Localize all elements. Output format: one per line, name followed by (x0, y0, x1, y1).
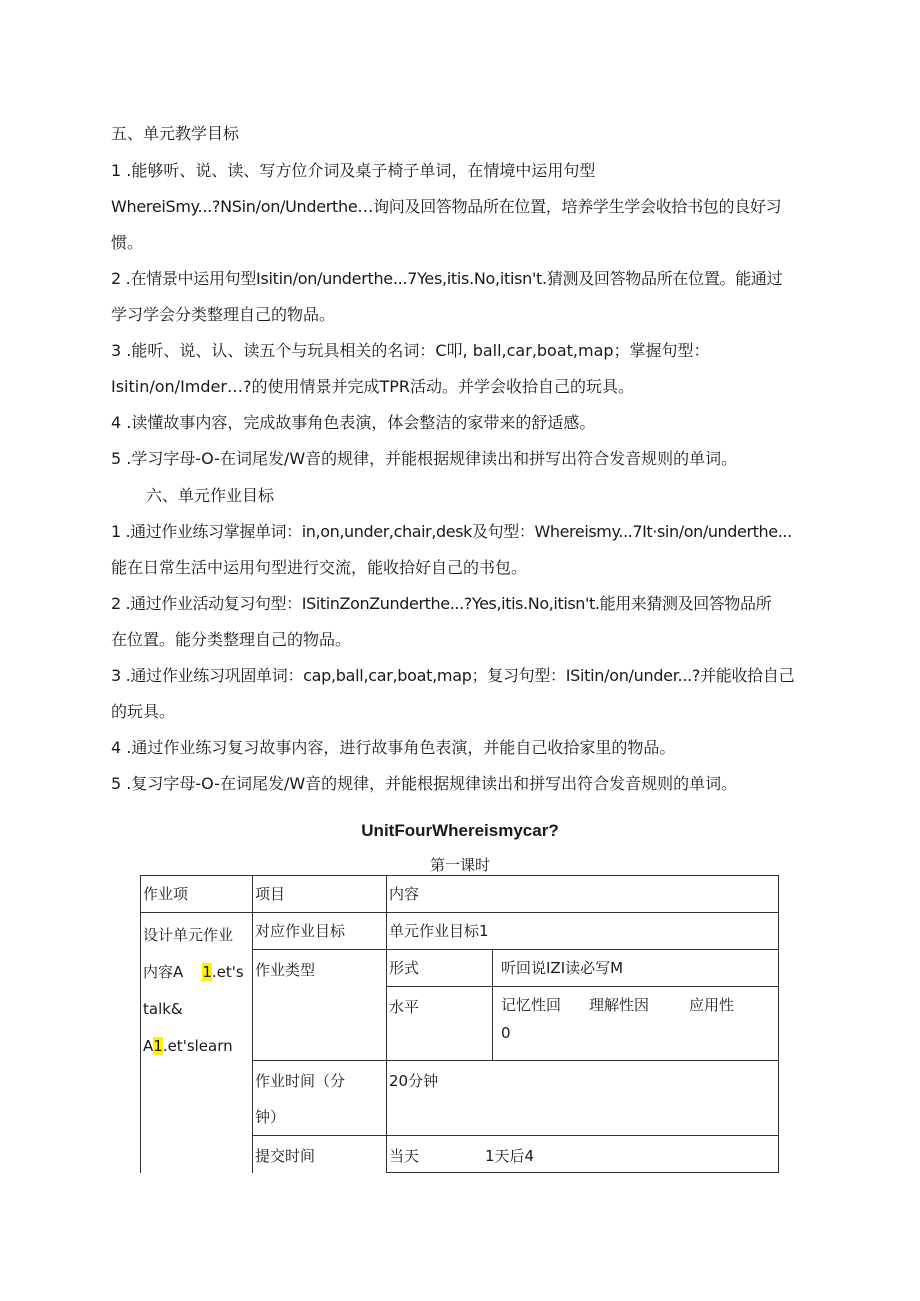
design-line2: 内容A 1.et's (143, 963, 244, 981)
section6-heading: 六、单元作业目标 (146, 486, 275, 505)
target-value: 单元作业目标1 (387, 913, 779, 950)
section6-item2-line2: 在位置。能分类整理自己的物品。 (111, 630, 352, 649)
table-header-row (141, 876, 779, 913)
submit-label: 提交时间 (253, 1136, 387, 1173)
section5-item5: 5 .学习字母-O-在词尾发/W音的规律，并能根据规律读出和拼写出符合发音规则的单词。 (111, 449, 738, 468)
type-label: 作业类型 (253, 950, 387, 1061)
level-memory: 记忆性回 (501, 996, 562, 1014)
time-label: 作业时间（分 钟） (253, 1061, 387, 1136)
section5-item3-line1: 3 .能听、说、认、读五个与玩具相关的名词：C叩, ball,car,boat,map；掌握句型： (111, 341, 710, 360)
section6-item3-line2: 的玩具。 (111, 702, 176, 721)
section6-item3-line1: 3 .通过作业练习巩固单词：cap,ball,car,boat,map；复习句型：ISitin/on/under...?并能收拾自己 (111, 666, 795, 685)
target-label: 对应作业目标 (253, 913, 387, 950)
section5-item4: 4 .读懂故事内容，完成故事角色表演，体会整洁的家带来的舒适感。 (111, 413, 596, 432)
section5-item2-line2: 学习学会分类整理自己的物品。 (111, 305, 336, 324)
unit-title: UnitFourWhereismycar? (361, 821, 559, 840)
level-extra: 0 (501, 1024, 511, 1042)
section5-item3-line2: Isitin/on/Imder…?的使用情景并完成TPR活动。并学会收拾自己的玩具。 (111, 377, 634, 396)
section6-item1-line1: 1 .通过作业练习掌握单词：in,on,under,chair,desk及句型：Whereismy...7It·sin/on/underthe... (111, 522, 792, 541)
section6-item4: 4 .通过作业练习复习故事内容，进行故事角色表演，并能自己收拾家里的物品。 (111, 738, 676, 757)
design-line3: talk& (143, 1000, 183, 1018)
section6-item1-line2: 能在日常生活中运用句型进行交流，能收拾好自己的书包。 (111, 558, 528, 577)
submit-values (387, 1136, 779, 1173)
header-project: 项目 (253, 876, 387, 913)
design-content-cell (141, 913, 253, 1173)
design-line1: 设计单元作业 (143, 926, 234, 944)
form-label: 形式 (387, 950, 493, 987)
time-value: 20分钟 (387, 1061, 779, 1136)
submit-same-day: 当天 (389, 1147, 420, 1165)
section6-item5: 5 .复习字母-O-在词尾发/W音的规律，并能根据规律读出和拼写出符合发音规则的单词。 (111, 774, 738, 793)
lesson-label: 第一课时 (429, 856, 490, 874)
section5-item1-line3: 惯。 (111, 233, 144, 252)
submit-one-day-later: 1天后4 (485, 1147, 535, 1165)
level-understanding: 理解性因 (589, 996, 650, 1014)
table-row-target (141, 913, 779, 950)
section5-heading: 五、单元教学目标 (111, 124, 240, 143)
section5-item1-line1: 1 .能够听、说、读、写方位介词及桌子椅子单词，在情境中运用句型 (111, 161, 596, 180)
section5-item2-line1: 2 .在情景中运用句型Isitin/on/underthe...7Yes,itis.No,itisn't.猜测及回答物品所在位置。能通过 (111, 269, 783, 288)
section5-item1-line2: WhereiSmy...?NSin/on/Underthe…询问及回答物品所在位置，培养学生学会收拾书包的良好习 (111, 197, 782, 216)
level-application: 应用性 (689, 996, 735, 1014)
header-content: 内容 (387, 876, 779, 913)
level-values (493, 987, 779, 1061)
homework-table (140, 875, 779, 1173)
design-line4: A1.et'slearn (143, 1037, 233, 1055)
form-value: 听回说IZI读必写M (493, 950, 779, 987)
header-assignment-item: 作业项 (141, 876, 253, 913)
level-label: 水平 (387, 987, 493, 1061)
section6-item2-line1: 2 .通过作业活动复习句型：ISitinZonZunderthe...?Yes,itis.No,itisn't.能用来猜测及回答物品所 (111, 594, 772, 613)
